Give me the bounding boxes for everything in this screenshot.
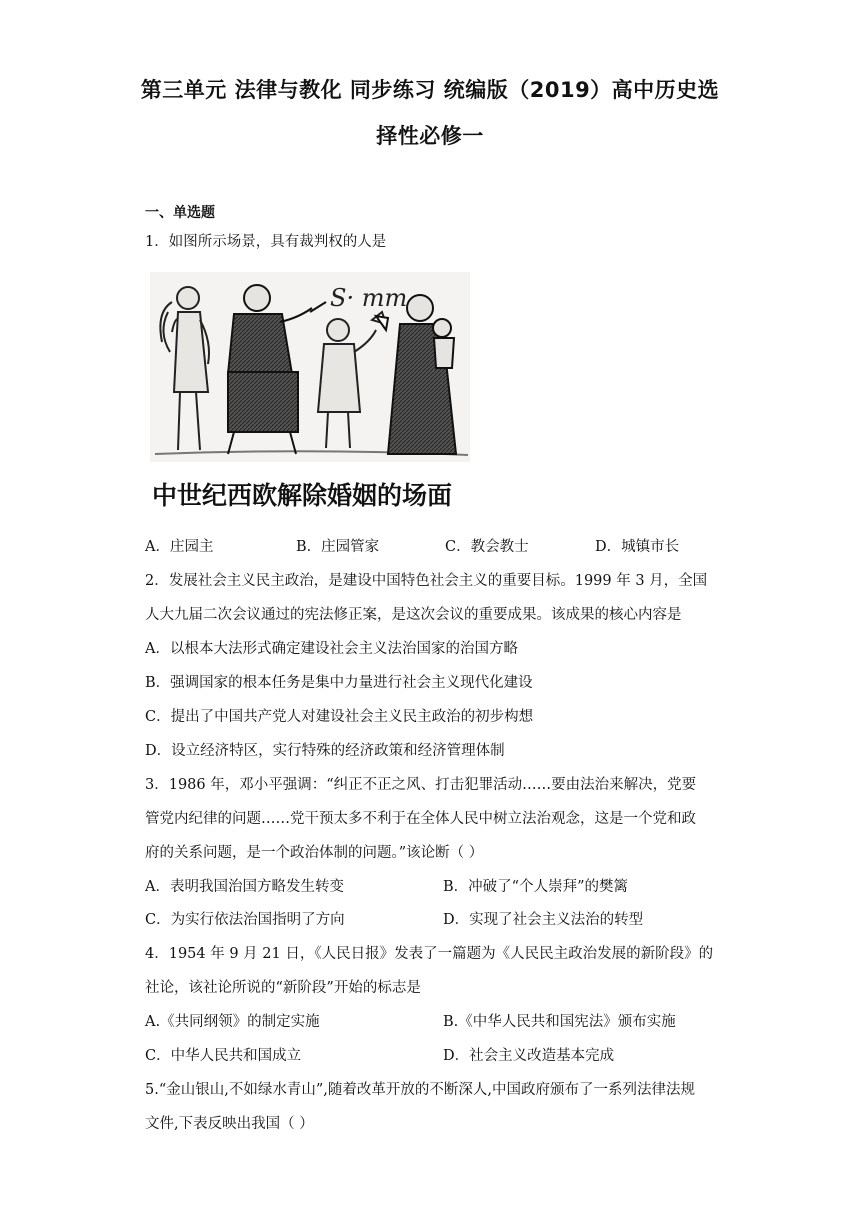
script-lettering: S· mm (330, 284, 408, 312)
question-4-stem-line-1: 4．1954 年 9 月 21 日，《人民日报》发表了一篇题为《人民民主政治发展的新阶段》的 (145, 946, 714, 962)
medieval-annulment-illustration (150, 272, 470, 517)
question-2-option-b[interactable]: B．强调国家的根本任务是集中力量进行社会主义现代化建设 (145, 675, 533, 691)
question-1-option-b[interactable]: B．庄园管家 (296, 539, 380, 555)
question-1-option-d[interactable]: D．城镇市长 (595, 539, 680, 555)
question-2-stem-line-1: 2．发展社会主义民主政治，是建设中国特色社会主义的重要目标。1999 年 3 月，全国 (145, 573, 708, 589)
question-4-option-d[interactable]: D．社会主义改造基本完成 (443, 1048, 615, 1064)
section-heading: 一、单选题 (145, 205, 215, 221)
question-1-stem: 1．如图所示场景，具有裁判权的人是 (145, 234, 387, 250)
question-4-option-c[interactable]: C．中华人民共和国成立 (145, 1048, 302, 1064)
document-title-line-2: 择性必修一 (376, 124, 484, 148)
question-2-option-a[interactable]: A．以根本大法形式确定建设社会主义法治国家的治国方略 (145, 641, 518, 657)
question-4-option-b[interactable]: B.《中华人民共和国宪法》颁布实施 (443, 1014, 676, 1030)
question-3-stem-line-1: 3．1986 年，邓小平强调：“纠正不正之风、打击犯罪活动……要由法治来解决，党要 (145, 777, 697, 793)
question-5-stem-line-2: 文件,下表反映出我国（ ） (145, 1116, 314, 1132)
question-3-stem-line-3: 府的关系问题，是一个政治体制的问题。”该论断（ ） (145, 845, 484, 861)
question-3-stem-line-2: 管党内纪律的问题……党干预太多不利于在全体人民中树立法治观念，这是一个党和政 (145, 811, 696, 827)
question-2-option-c[interactable]: C．提出了中国共产党人对建设社会主义民主政治的初步构想 (145, 709, 534, 725)
question-3-option-d[interactable]: D．实现了社会主义法治的转型 (443, 912, 644, 928)
question-4-stem-line-2: 社论，该社论所说的“新阶段”开始的标志是 (145, 980, 421, 996)
question-2-stem-line-2: 人大九届二次会议通过的宪法修正案，是这次会议的重要成果。该成果的核心内容是 (145, 607, 682, 623)
question-3-option-b[interactable]: B．冲破了“个人崇拜”的樊篱 (443, 879, 628, 895)
figure-caption: 中世纪西欧解除婚姻的场面 (152, 481, 453, 510)
question-1-option-a[interactable]: A．庄园主 (145, 539, 214, 555)
question-1-option-c[interactable]: C．教会教士 (445, 539, 529, 555)
document-title-line-1: 第三单元 法律与教化 同步练习 统编版（2019）高中历史选 (140, 78, 720, 102)
question-3-option-c[interactable]: C．为实行依法治国指明了方向 (145, 912, 345, 928)
question-4-option-a[interactable]: A.《共同纲领》的制定实施 (145, 1014, 320, 1030)
question-5-stem-line-1: 5.“金山银山,不如绿水青山”,随着改革开放的不断深人,中国政府颁布了一系列法律法规 (145, 1082, 695, 1098)
question-3-option-a[interactable]: A．表明我国治国方略发生转变 (145, 879, 344, 895)
question-2-option-d[interactable]: D．设立经济特区，实行特殊的经济政策和经济管理体制 (145, 743, 505, 759)
